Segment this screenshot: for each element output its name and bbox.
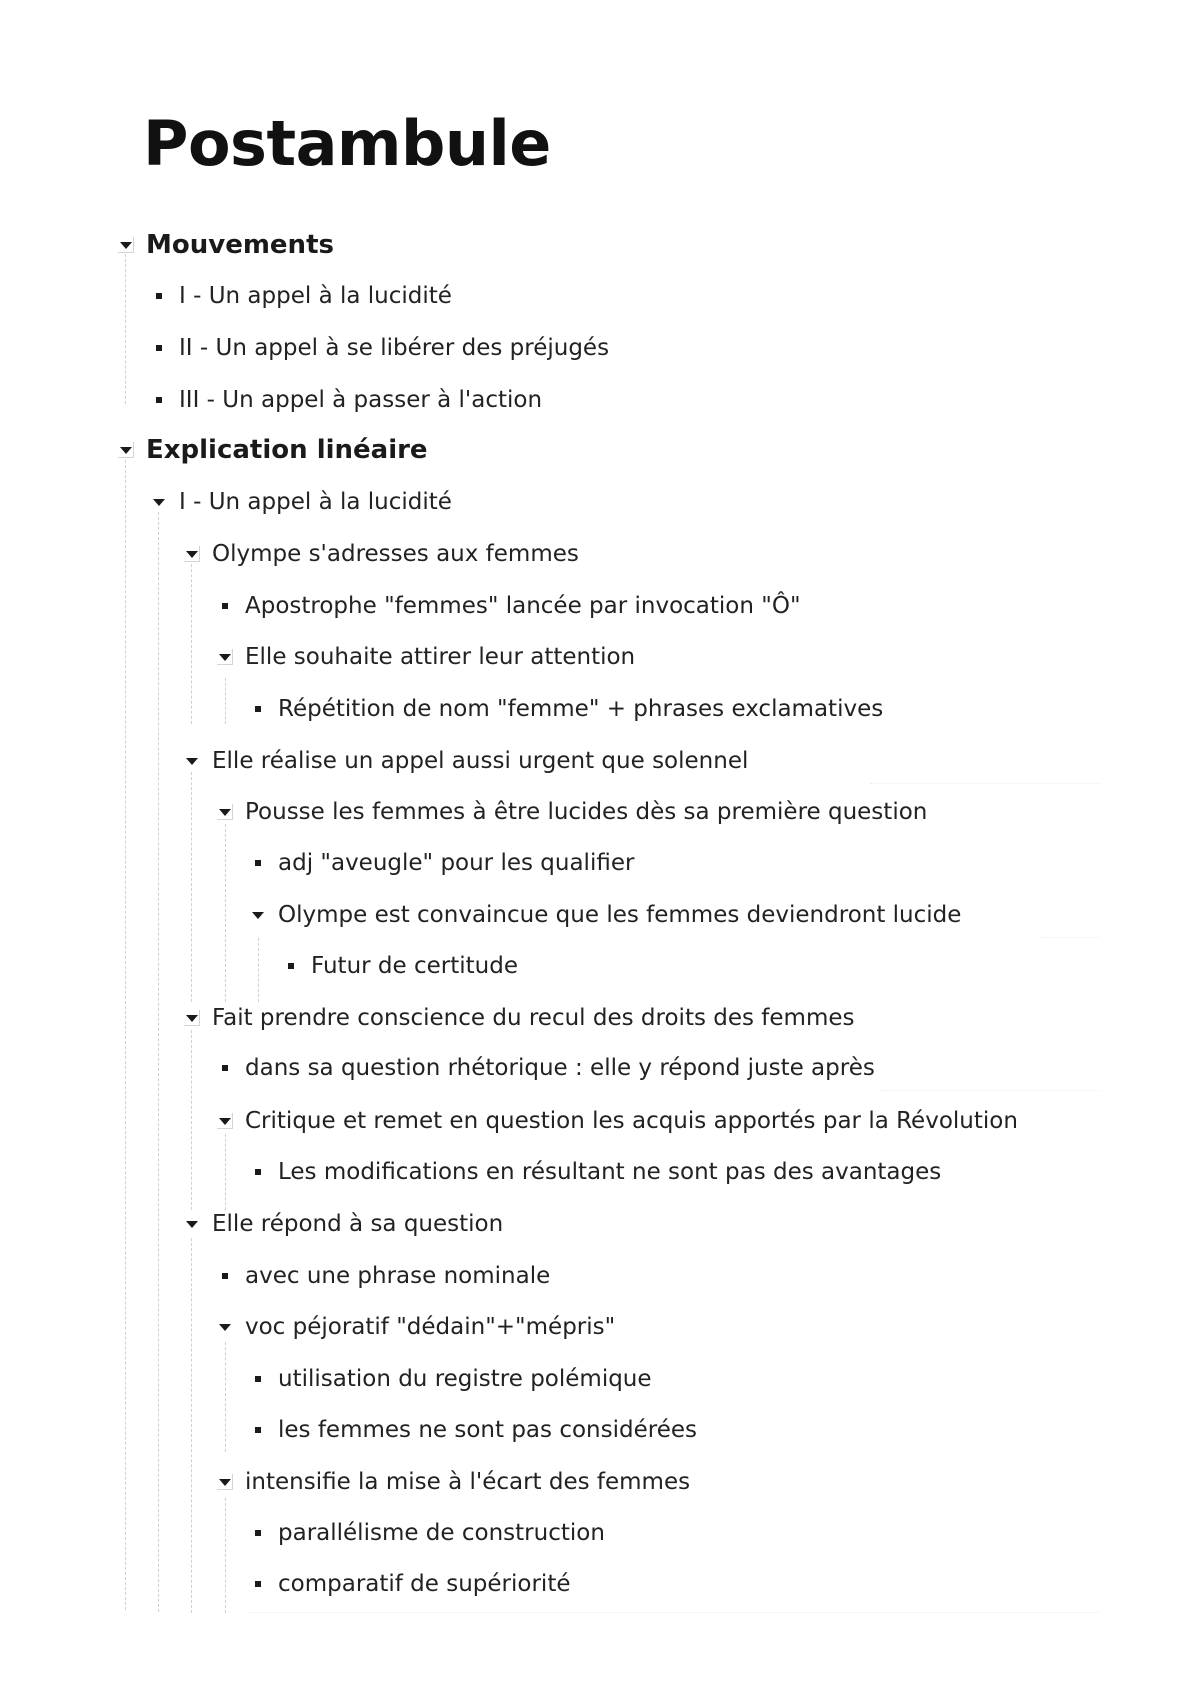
list-item-label: dans sa question rhétorique : elle y répond juste après (245, 1055, 875, 1081)
list-item (250, 1410, 697, 1450)
list-item (151, 276, 452, 316)
list-item (217, 586, 801, 626)
outline-subgroup (217, 1462, 690, 1502)
outline-group-label: Elle répond à sa question (212, 1211, 504, 1237)
list-item-label: les femmes ne sont pas considérées (278, 1417, 697, 1443)
collapse-toggle-icon[interactable] (118, 442, 134, 458)
list-item-label: comparatif de supériorité (278, 1571, 571, 1597)
bullet-icon (250, 1164, 266, 1180)
list-item-label: avec une phrase nominale (245, 1263, 551, 1289)
section-heading-mouvements (118, 225, 334, 265)
outline-guide-level-4 (225, 1342, 226, 1452)
list-item-label: Futur de certitude (311, 953, 518, 979)
collapse-toggle-icon[interactable] (250, 907, 266, 923)
collapse-toggle-icon[interactable] (217, 1474, 233, 1490)
list-item-label: parallélisme de construction (278, 1520, 605, 1546)
list-item (217, 1256, 550, 1296)
list-item (250, 1359, 652, 1399)
list-item-label: Répétition de nom "femme" + phrases exclamatives (278, 696, 884, 722)
outline-subgroup-label: intensifie la mise à l'écart des femmes (245, 1469, 691, 1495)
outline-subgroup (250, 895, 961, 935)
bullet-icon (250, 855, 266, 871)
outline-guide-level-3 (191, 1030, 192, 1210)
outline-subgroup (217, 1101, 1018, 1141)
bullet-icon (151, 392, 167, 408)
outline-guide-level-3 (191, 772, 192, 1002)
bullet-icon (250, 1525, 266, 1541)
outline-subgroup (217, 637, 635, 677)
outline-part (151, 482, 452, 522)
outline-group-label: Fait prendre conscience du recul des droits des femmes (212, 1005, 855, 1031)
list-item (250, 1152, 941, 1192)
collapse-toggle-icon[interactable] (184, 1010, 200, 1026)
collapse-toggle-icon[interactable] (217, 1319, 233, 1335)
outline-group-label: Elle réalise un appel aussi urgent que solennel (212, 748, 749, 774)
list-item-label: Apostrophe "femmes" lancée par invocation "Ô" (245, 593, 801, 619)
list-item-label: II - Un appel à se libérer des préjugés (179, 335, 610, 361)
collapse-toggle-icon[interactable] (118, 237, 134, 253)
bullet-icon (250, 1576, 266, 1592)
bullet-icon (217, 598, 233, 614)
list-item (283, 946, 518, 986)
outline-guide-level-1 (125, 254, 126, 404)
bullet-icon (250, 1371, 266, 1387)
section-heading-label: Mouvements (146, 230, 334, 260)
outline-part-label: I - Un appel à la lucidité (179, 489, 452, 515)
outline-group (184, 1204, 503, 1244)
list-item-label: Les modifications en résultant ne sont pas des avantages (278, 1159, 942, 1185)
bullet-icon (250, 701, 266, 717)
collapse-toggle-icon[interactable] (151, 494, 167, 510)
bullet-icon (250, 1422, 266, 1438)
outline-guide-level-4 (225, 824, 226, 1002)
bullet-icon (217, 1268, 233, 1284)
outline-guide-level-5 (258, 938, 259, 1002)
outline-guide-level-4 (225, 1134, 226, 1210)
outline-guide-level-4 (225, 1498, 226, 1613)
bullet-icon (283, 958, 299, 974)
list-item (250, 1564, 571, 1604)
outline-subgroup (217, 792, 927, 832)
outline-guide-level-2 (158, 512, 159, 1612)
list-item (250, 689, 883, 729)
outline-group-label: Olympe s'adresses aux femmes (212, 541, 579, 567)
section-heading-explication (118, 430, 428, 470)
outline-guide-level-4 (225, 678, 226, 724)
outline-subgroup (217, 1307, 615, 1347)
collapse-toggle-icon[interactable] (184, 546, 200, 562)
section-heading-label: Explication linéaire (146, 435, 428, 465)
list-item-label: utilisation du registre polémique (278, 1366, 652, 1392)
outline-group (184, 534, 579, 574)
page-title: Postambule (143, 107, 551, 180)
line-separator (880, 1090, 1100, 1091)
outline-guide-level-3 (191, 564, 192, 724)
list-item-label: adj "aveugle" pour les qualifier (278, 850, 635, 876)
outline-subgroup-label: Critique et remet en question les acquis apportés par la Révolution (245, 1108, 1018, 1134)
outline-subgroup-label: Elle souhaite attirer leur attention (245, 644, 636, 670)
bullet-icon (151, 288, 167, 304)
outline-subgroup-label: Olympe est convaincue que les femmes deviendront lucide (278, 902, 962, 928)
line-separator (1040, 937, 1100, 938)
list-item (250, 1513, 605, 1553)
list-item (151, 328, 609, 368)
collapse-toggle-icon[interactable] (217, 1113, 233, 1129)
list-item (217, 1048, 875, 1088)
collapse-toggle-icon[interactable] (217, 804, 233, 820)
list-item-label: III - Un appel à passer à l'action (179, 387, 543, 413)
collapse-toggle-icon[interactable] (184, 753, 200, 769)
line-separator (250, 1612, 1100, 1613)
list-item (250, 843, 634, 883)
outline-group (184, 998, 854, 1038)
list-item (151, 380, 542, 420)
outline-guide-level-1 (125, 460, 126, 1610)
bullet-icon (217, 1060, 233, 1076)
outline-subgroup-label: Pousse les femmes à être lucides dès sa première question (245, 799, 928, 825)
line-separator (870, 783, 1100, 784)
outline-subgroup-label: voc péjoratif "dédain"+"mépris" (245, 1314, 616, 1340)
outline-group (184, 741, 748, 781)
outline-guide-level-3 (191, 1238, 192, 1613)
list-item-label: I - Un appel à la lucidité (179, 283, 452, 309)
collapse-toggle-icon[interactable] (184, 1216, 200, 1232)
collapse-toggle-icon[interactable] (217, 649, 233, 665)
bullet-icon (151, 340, 167, 356)
